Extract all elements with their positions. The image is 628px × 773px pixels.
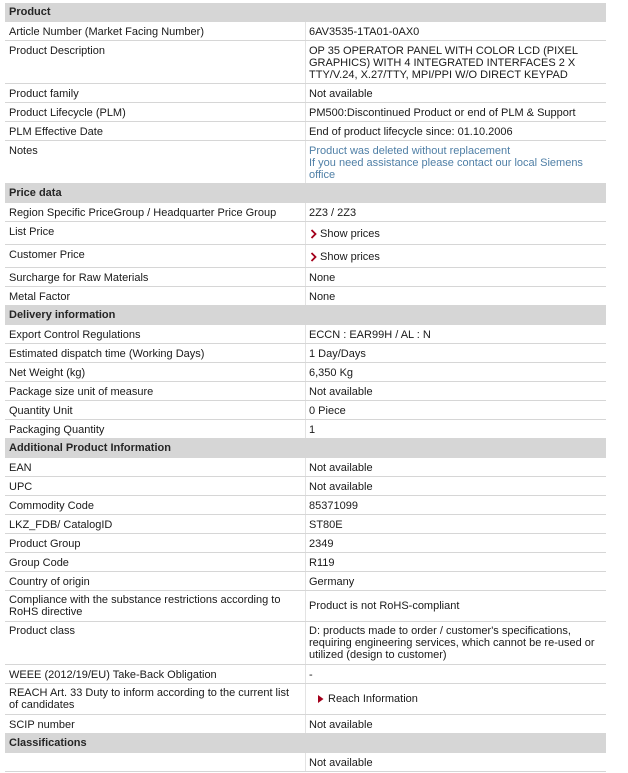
row-label: SCIP number	[9, 719, 75, 731]
section-header-delivery-information: Delivery information	[5, 306, 606, 325]
table-row	[5, 268, 606, 287]
table-row	[5, 553, 606, 572]
section-header-classifications: Classifications	[5, 734, 606, 753]
section-header-price-data: Price data	[5, 184, 606, 203]
table-row	[5, 325, 606, 344]
table-row	[5, 41, 606, 84]
table-row	[5, 622, 606, 665]
row-value: ECCN : EAR99H / AL : N	[309, 329, 431, 341]
row-label: Region Specific PriceGroup / Headquarter Price Group	[9, 207, 277, 219]
table-row	[5, 84, 606, 103]
row-label: Export Control Regulations	[9, 329, 141, 341]
table-row	[5, 458, 606, 477]
row-value: PM500:Discontinued Product or end of PLM & Support	[309, 107, 576, 119]
table-row	[5, 753, 606, 772]
table-row	[5, 22, 606, 41]
table-row	[5, 591, 606, 622]
row-value: 1 Day/Days	[309, 348, 366, 360]
table-row	[5, 715, 606, 734]
table-row	[5, 420, 606, 439]
row-label: Net Weight (kg)	[9, 367, 86, 379]
link-label: Show prices	[320, 251, 380, 263]
row-value: Not available	[309, 462, 373, 474]
customer-price-show-prices-link[interactable]	[309, 251, 601, 263]
table-row	[5, 222, 606, 245]
row-value: R119	[309, 557, 335, 569]
row-value: Not available	[309, 88, 373, 100]
chevron-right-icon	[309, 228, 318, 240]
row-value: 85371099	[309, 500, 358, 512]
row-label: Package size unit of measure	[9, 386, 154, 398]
table-row	[5, 245, 606, 268]
triangle-right-icon	[317, 693, 325, 705]
row-value: -	[309, 669, 313, 681]
row-value: End of product lifecycle since: 01.10.2006	[309, 126, 513, 138]
table-row	[5, 496, 606, 515]
table-row	[5, 203, 606, 222]
row-label: List Price	[9, 226, 55, 238]
row-label: Commodity Code	[9, 500, 94, 512]
list-price-show-prices-link[interactable]	[309, 228, 601, 240]
row-value: Not available	[309, 757, 373, 769]
row-label: Estimated dispatch time (Working Days)	[9, 348, 205, 360]
row-label: Customer Price	[9, 249, 85, 261]
table-row	[5, 401, 606, 420]
row-value: OP 35 OPERATOR PANEL WITH COLOR LCD (PIXEL GRAPHICS) WITH 4 INTEGRATED INTERFACES 2 X TTY/V.24, X.27/TTY, MPI/PPI W/O DIRECT KEYPAD	[309, 45, 578, 81]
row-label: Quantity Unit	[9, 405, 73, 417]
row-label: Product family	[9, 88, 79, 100]
row-value: 2Z3 / 2Z3	[309, 207, 357, 219]
row-label: Compliance with the substance restrictions according to RoHS directive	[9, 594, 281, 618]
row-value: 6,350 Kg	[309, 367, 354, 379]
row-value: 0 Piece	[309, 405, 346, 417]
table-row	[5, 382, 606, 401]
row-label: Country of origin	[9, 576, 90, 588]
table-row	[5, 141, 606, 184]
row-value: None	[309, 291, 336, 303]
row-label: Article Number (Market Facing Number)	[9, 26, 204, 38]
table-row	[5, 477, 606, 496]
table-row	[5, 665, 606, 684]
table-row	[5, 515, 606, 534]
table-row	[5, 363, 606, 382]
link-label: Show prices	[320, 228, 380, 240]
row-value: None	[309, 272, 336, 284]
row-label: Group Code	[9, 557, 69, 569]
table-row	[5, 344, 606, 363]
row-label: Product class	[9, 625, 76, 637]
row-value: Not available	[309, 481, 373, 493]
table-row	[5, 103, 606, 122]
row-label: PLM Effective Date	[9, 126, 103, 138]
row-value: Germany	[309, 576, 355, 588]
row-label: Packaging Quantity	[9, 424, 105, 436]
row-label: Product Lifecycle (PLM)	[9, 107, 126, 119]
row-label: LKZ_FDB/ CatalogID	[9, 519, 113, 531]
row-label: EAN	[9, 462, 32, 474]
section-header-product: Product	[5, 3, 606, 22]
chevron-right-icon	[309, 251, 318, 263]
row-label: Surcharge for Raw Materials	[9, 272, 149, 284]
row-value: Not available	[309, 386, 373, 398]
link-label: Reach Information	[328, 693, 418, 705]
row-value: Product is not RoHS-compliant	[309, 600, 460, 612]
replacement-note-link[interactable]: Product was deleted without replacement	[309, 145, 511, 157]
contact-siemens-link[interactable]: If you need assistance please contact our local Siemens office	[309, 157, 583, 181]
row-value: 1	[309, 424, 316, 436]
row-value: D: products made to order / customer's specifications, requiring engineering services, which cannot be re-used or utilized (design to customer)	[309, 625, 595, 661]
row-value: 6AV3535-1TA01-0AX0	[309, 26, 420, 38]
table-row	[5, 534, 606, 553]
row-label: UPC	[9, 481, 33, 493]
row-label: REACH Art. 33 Duty to inform according to the current list of candidates	[9, 687, 290, 711]
table-row	[5, 572, 606, 591]
table-row	[5, 684, 606, 715]
row-label: WEEE (2012/19/EU) Take-Back Obligation	[9, 669, 217, 681]
table-row	[5, 287, 606, 306]
row-label: Product Group	[9, 538, 81, 550]
reach-information-link[interactable]	[317, 693, 609, 705]
table-row	[5, 122, 606, 141]
section-header-additional-product-information: Additional Product Information	[5, 439, 606, 458]
row-value: 2349	[309, 538, 334, 550]
row-label: Metal Factor	[9, 291, 71, 303]
row-value: ST80E	[309, 519, 343, 531]
row-value: Not available	[309, 719, 373, 731]
row-label: Notes	[9, 145, 38, 157]
row-label: Product Description	[9, 45, 105, 57]
